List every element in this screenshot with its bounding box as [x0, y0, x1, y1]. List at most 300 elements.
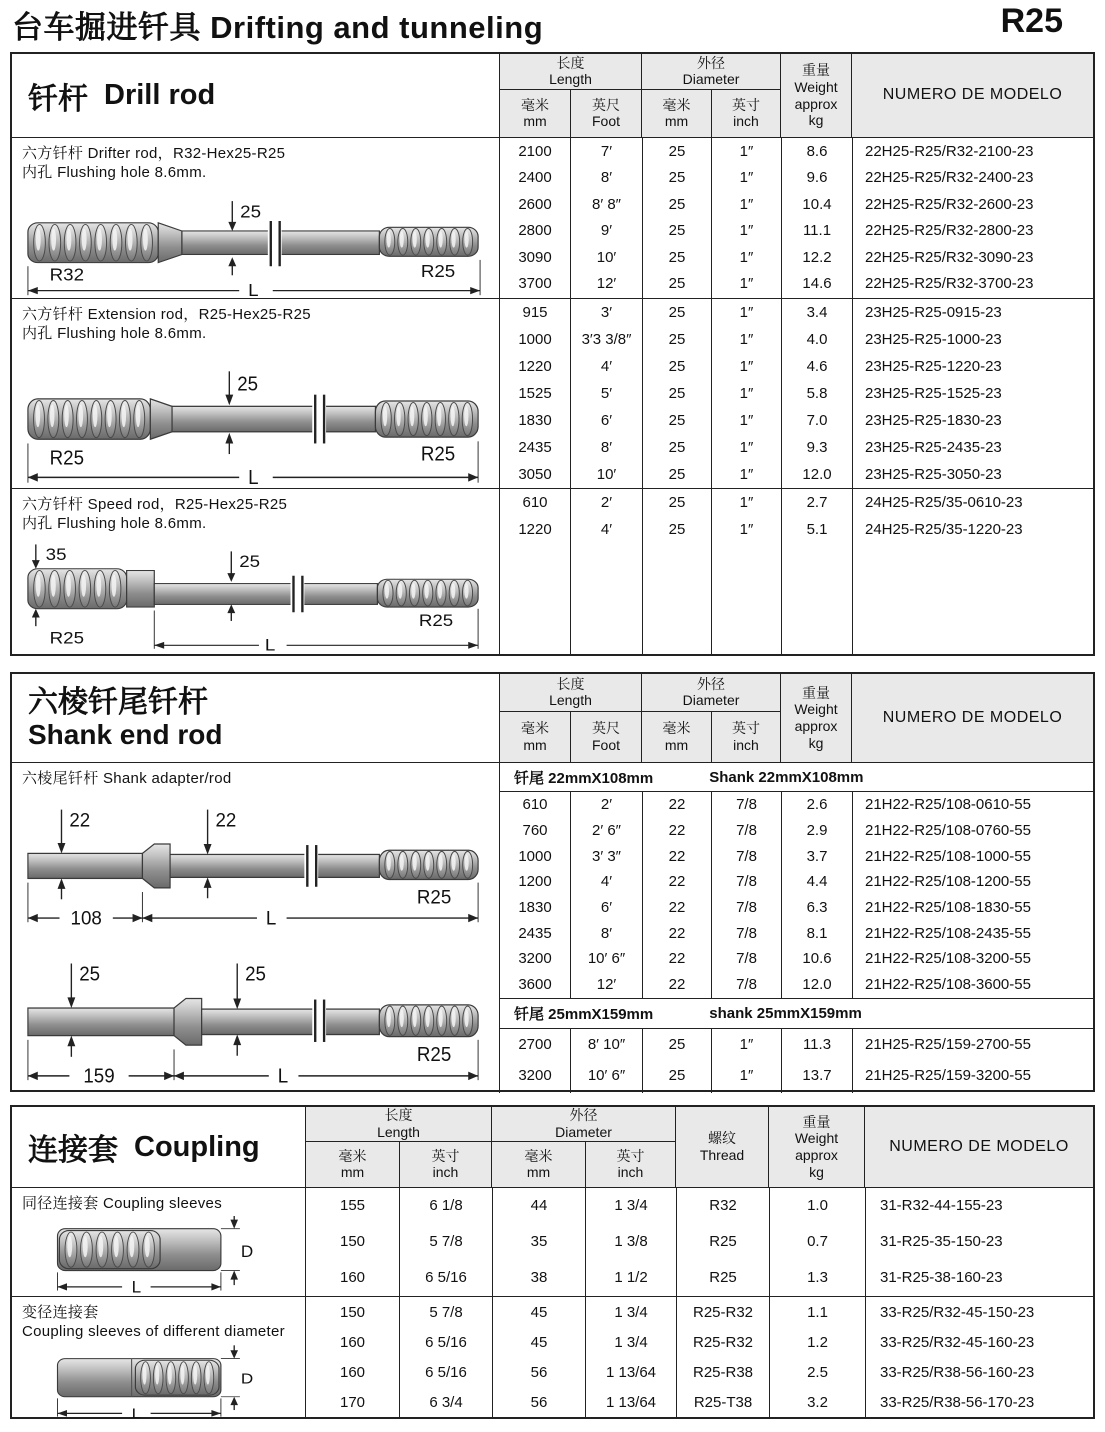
table-cell: 1 3/8 [585, 1224, 676, 1260]
table-cell: 31-R25-38-160-23 [865, 1260, 1093, 1296]
desc-line1: 六方钎杆 Extension rod，R25-Hex25-R25 [22, 306, 311, 323]
coupling-diff-section [12, 1296, 1093, 1418]
extension-rod-drawing [22, 348, 486, 488]
shank-table-body [12, 763, 1093, 1093]
table-cell: 11.3 [781, 1029, 852, 1061]
page-title-zh: 台车掘进钎具 [12, 10, 201, 45]
table-row [500, 818, 1093, 844]
dia-zh: 外径 [697, 54, 725, 71]
table-cell: 25 [642, 165, 711, 192]
unit-mm [500, 90, 570, 137]
table-cell: 1.1 [769, 1297, 865, 1327]
table-cell-empty [769, 1295, 865, 1296]
thread-left-label: R32 [49, 264, 85, 285]
table-cell: 10′ 6″ [570, 946, 642, 972]
unit-inch [711, 712, 780, 762]
model-label: NUMERO DE MODELO [889, 1137, 1069, 1155]
table-cell: 25 [642, 1060, 711, 1092]
shank-25-rows [500, 1029, 1093, 1094]
foot-en: Foot [591, 113, 620, 130]
coupling-diff-rows [305, 1297, 1093, 1418]
coupling-sleeves-rows [305, 1188, 1093, 1296]
table-cell: 22 [642, 920, 711, 946]
table-cell: 44 [492, 1188, 585, 1224]
table-cell: 915 [522, 304, 548, 321]
inch-zh: 英寸 [431, 1147, 460, 1164]
length-group-label [306, 1107, 491, 1142]
drill-rod-title-zh: 钎杆 [28, 82, 88, 116]
table-cell: 21H22-R25/108-1830-55 [852, 895, 1093, 921]
table-cell: 6 5/16 [399, 1260, 492, 1296]
table-row [306, 1388, 1093, 1418]
weight-l2: approx [794, 718, 838, 734]
weight-l3: kg [808, 734, 824, 751]
table-cell-empty [500, 297, 570, 298]
thread-zh: 螺纹 [708, 1130, 736, 1147]
shank-title-en: Shank end rod [28, 719, 223, 751]
drill-rod-table [10, 52, 1095, 656]
inch-zh: 英寸 [732, 720, 760, 737]
page-header [12, 2, 1091, 47]
diameter-group-label [642, 674, 780, 712]
drill-rod-title-en: Drill rod [104, 79, 216, 111]
col-weight [768, 1107, 864, 1187]
mm-en: mm [523, 736, 547, 753]
table-cell: 21H25-R25/159-3200-55 [852, 1060, 1093, 1092]
col-model [864, 1107, 1093, 1187]
table-cell: 25 [642, 380, 711, 407]
table-cell: 1″ [711, 461, 781, 488]
table-row [500, 353, 1093, 380]
thread-right-label: R25 [420, 261, 456, 281]
table-cell: 22 [642, 972, 711, 998]
page-title-en: Drifting and tunneling [210, 10, 544, 45]
table-row [306, 1224, 1093, 1260]
weight-zh: 重量 [802, 684, 830, 701]
table-cell: R25-R32 [676, 1327, 769, 1357]
col-weight [780, 674, 851, 762]
table-cell: 760 [522, 822, 548, 840]
table-cell: 25 [642, 244, 711, 271]
table-cell: 6′ [570, 407, 642, 434]
table-cell: 7/8 [711, 818, 781, 844]
table-cell: 22H25-R25/R32-3090-23 [852, 244, 1093, 271]
table-cell: 7.0 [781, 407, 852, 434]
table-cell: 9.3 [781, 434, 852, 461]
table-cell: 1830 [518, 899, 552, 917]
dim-108-label: 108 [70, 907, 102, 930]
table-cell-empty [676, 1295, 769, 1296]
drifter-rod-section [12, 138, 1093, 298]
table-cell: 21H22-R25/108-3200-55 [852, 946, 1093, 972]
table-row [500, 461, 1093, 488]
shank-title-zh: 六棱钎尾钎杆 [28, 685, 208, 719]
unit-mm [500, 712, 570, 762]
table-cell: 2700 [518, 1035, 552, 1053]
dia-en: Diameter [682, 71, 740, 88]
mm-zh: 毫米 [521, 96, 549, 113]
table-cell: 1″ [711, 326, 781, 353]
coupling-diff-desc [12, 1297, 305, 1418]
table-cell: 4.0 [781, 326, 852, 353]
desc-line2: 内孔 Flushing hole 8.6mm. [22, 163, 207, 181]
table-cell: 25 [642, 516, 711, 543]
table-cell: 25 [642, 461, 711, 488]
table-cell: 4′ [570, 869, 642, 895]
series-label: R25 [1000, 2, 1063, 40]
table-cell: 23H25-R25-2435-23 [852, 434, 1093, 461]
table-row [500, 326, 1093, 353]
table-cell: 2′ [570, 792, 642, 818]
table-cell: 1″ [711, 191, 781, 218]
table-cell: 33-R25/R38-56-160-23 [865, 1358, 1093, 1388]
mm-en: mm [526, 1164, 551, 1181]
col-group-length [499, 674, 641, 762]
table-row [306, 1297, 1093, 1327]
table-cell: 6 3/4 [399, 1388, 492, 1418]
speed-rod-desc [12, 489, 499, 656]
table-cell: 1000 [518, 331, 552, 348]
table-cell: 12.0 [781, 461, 852, 488]
table-row [500, 191, 1093, 218]
table-cell: 3′ 3″ [570, 843, 642, 869]
table-cell: 23H25-R25-1220-23 [852, 353, 1093, 380]
table-cell: 21H25-R25/159-2700-55 [852, 1029, 1093, 1061]
model-label: NUMERO DE MODELO [882, 86, 1063, 104]
extension-rod-rows [499, 299, 1093, 488]
table-cell: 2435 [518, 439, 552, 456]
table-cell: 22 [642, 818, 711, 844]
shank-25x159-drawing [22, 955, 486, 1093]
table-cell: 21H22-R25/108-0610-55 [852, 792, 1093, 818]
table-cell: 1″ [711, 1060, 781, 1092]
length-zh: 长度 [556, 54, 585, 71]
length-L-label: L [264, 635, 276, 654]
table-cell: 31-R32-44-155-23 [865, 1188, 1093, 1224]
table-cell-empty [865, 1295, 1093, 1296]
table-cell: R25 [676, 1260, 769, 1296]
coupling-sleeves-section [12, 1188, 1093, 1296]
table-cell: 3700 [518, 275, 552, 293]
table-cell: 23H25-R25-3050-23 [852, 461, 1093, 488]
table-cell: 22H25-R25/R32-2800-23 [852, 218, 1093, 245]
table-cell: 3′ [570, 299, 642, 326]
table-cell: 12.0 [781, 972, 852, 998]
length-L-label: L [277, 1064, 289, 1088]
thread-left-label: R25 [49, 446, 85, 470]
inch-zh: 英寸 [616, 1147, 645, 1164]
table-cell: 1200 [518, 873, 552, 891]
table-cell: 7′ [570, 138, 642, 165]
table-cell: 6 5/16 [399, 1327, 492, 1357]
table-cell: 5 7/8 [399, 1297, 492, 1327]
table-cell-empty [781, 297, 852, 298]
extension-rod-section [12, 298, 1093, 488]
table-row [500, 407, 1093, 434]
table-cell: 1″ [711, 244, 781, 271]
mm-en: mm [340, 1164, 365, 1181]
length-en: Length [549, 692, 592, 709]
table-cell: 38 [492, 1260, 585, 1296]
table-cell: 45 [492, 1297, 585, 1327]
weight-l3: kg [808, 112, 824, 129]
table-cell: 3600 [518, 976, 552, 994]
table-cell: 1″ [711, 1029, 781, 1061]
length-en: Length [549, 71, 592, 88]
table-cell: 9.6 [781, 165, 852, 192]
table-cell: 24H25-R25/35-1220-23 [852, 516, 1093, 543]
coupling-title-zh: 连接套 [28, 1134, 118, 1167]
table-row [306, 1358, 1093, 1388]
table-cell: 6 5/16 [399, 1358, 492, 1388]
thread-right-label: R25 [420, 442, 456, 466]
weight-zh: 重量 [802, 1113, 831, 1130]
table-cell: 2800 [518, 222, 552, 240]
table-cell-empty [642, 1092, 711, 1094]
table-cell: 3090 [518, 248, 552, 266]
table-cell: 5.1 [781, 516, 852, 543]
table-row [500, 380, 1093, 407]
band-zh: 钎尾 25mmX159mm [514, 1005, 654, 1023]
table-cell: 7/8 [711, 920, 781, 946]
weight-l1: Weight [794, 701, 838, 718]
table-row [306, 1260, 1093, 1296]
table-cell-empty [852, 297, 1093, 298]
table-cell: 25 [642, 271, 711, 298]
speed-rod-drawing [22, 534, 486, 654]
table-cell: 7/8 [711, 946, 781, 972]
table-cell: R25-T38 [676, 1388, 769, 1418]
dim-22a-label: 22 [69, 809, 91, 832]
length-L-label: L [265, 907, 277, 930]
table-cell: 610 [522, 494, 548, 511]
dia-en: Diameter [555, 1123, 612, 1140]
table-cell-empty [570, 297, 642, 298]
table-cell-empty [492, 1295, 585, 1296]
table-cell: 22H25-R25/R32-3700-23 [852, 271, 1093, 298]
col-thread [675, 1107, 768, 1187]
thread-en: Thread [699, 1147, 745, 1163]
length-en: Length [377, 1123, 420, 1140]
table-row [500, 946, 1093, 972]
table-cell: 6′ [570, 895, 642, 921]
diameter-group-label [642, 54, 780, 90]
coupling-sleeves-desc [12, 1188, 305, 1296]
unit-mm [642, 90, 711, 137]
table-cell: 24H25-R25/35-0610-23 [852, 489, 1093, 516]
extension-rod-desc [12, 299, 499, 488]
table-cell: 1.2 [769, 1327, 865, 1357]
table-cell-empty [642, 543, 711, 656]
drifter-rod-rows [499, 138, 1093, 298]
table-cell: 1220 [518, 521, 552, 538]
table-cell-empty [500, 1092, 570, 1094]
table-cell: 22 [642, 843, 711, 869]
shank-table-header [12, 674, 1093, 763]
table-cell: 25 [642, 326, 711, 353]
table-cell: 25 [642, 407, 711, 434]
table-cell: 25 [642, 353, 711, 380]
foot-en: Foot [591, 736, 620, 753]
unit-mm [492, 1142, 585, 1187]
coupling-title [12, 1107, 305, 1187]
table-cell: 22H25-R25/R32-2600-23 [852, 191, 1093, 218]
table-cell: 4′ [570, 516, 642, 543]
table-filler-row [500, 297, 1093, 298]
table-cell: 1 13/64 [585, 1388, 676, 1418]
table-cell: 2.7 [781, 489, 852, 516]
mm-zh: 毫米 [662, 720, 691, 737]
thread-right-label: R25 [416, 886, 452, 909]
table-cell-empty [570, 1092, 642, 1094]
dia-en: Diameter [682, 692, 740, 709]
table-cell-empty [399, 1295, 492, 1296]
table-cell: 610 [522, 796, 548, 814]
table-cell: 8.6 [781, 138, 852, 165]
table-cell: 8′ [570, 165, 642, 192]
table-row [500, 434, 1093, 461]
speed-rod-section [12, 488, 1093, 656]
table-cell: 5′ [570, 380, 642, 407]
model-label: NUMERO DE MODELO [882, 708, 1063, 726]
table-cell-empty [500, 543, 570, 656]
table-cell: 1″ [711, 138, 781, 165]
table-cell: 22 [642, 895, 711, 921]
dia-zh: 外径 [697, 675, 725, 692]
drifter-rod-desc [12, 138, 499, 298]
table-row [500, 218, 1093, 245]
table-cell: 0.7 [769, 1224, 865, 1260]
inch-zh: 英寸 [732, 96, 760, 113]
weight-l2: approx [794, 95, 838, 112]
desc-line1: 同径连接套 Coupling sleeves [22, 1195, 223, 1212]
table-row [500, 792, 1093, 818]
inch-en: inch [733, 113, 759, 130]
table-cell: 3200 [518, 950, 552, 968]
table-cell: 21H22-R25/108-2435-55 [852, 920, 1093, 946]
table-cell: 2.9 [781, 818, 852, 844]
table-cell-empty [642, 297, 711, 298]
dim-25-label: 25 [240, 201, 262, 221]
table-cell: 6 1/8 [399, 1188, 492, 1224]
shank-band-22x108 [500, 763, 1093, 792]
table-cell: 21H22-R25/108-1000-55 [852, 843, 1093, 869]
table-cell-empty [852, 543, 1093, 656]
table-cell: 3′3 3/8″ [570, 326, 642, 353]
table-cell: 23H25-R25-1525-23 [852, 380, 1093, 407]
desc-line2: 内孔 Flushing hole 8.6mm. [22, 514, 207, 532]
shank-desc-cell [12, 763, 499, 1093]
shank-desc-line: 六棱尾钎杆 Shank adapter/rod [22, 770, 232, 787]
shank-title [12, 674, 499, 762]
table-filler-row [500, 1092, 1093, 1094]
table-cell: 7/8 [711, 972, 781, 998]
table-cell: 8.1 [781, 920, 852, 946]
table-cell: 4.4 [781, 869, 852, 895]
table-cell: 10′ [570, 461, 642, 488]
table-cell-empty [781, 543, 852, 656]
table-cell: 5.8 [781, 380, 852, 407]
table-cell: 8′ 10″ [570, 1029, 642, 1061]
table-cell: 1″ [711, 407, 781, 434]
table-cell: 25 [642, 218, 711, 245]
table-filler-row [500, 543, 1093, 656]
table-row [500, 972, 1093, 998]
table-cell: 3200 [518, 1067, 552, 1085]
table-cell: 2′ [570, 489, 642, 516]
table-row [500, 920, 1093, 946]
table-cell: 8′ [570, 434, 642, 461]
table-cell: R25-R38 [676, 1358, 769, 1388]
table-cell-empty [852, 1092, 1093, 1094]
table-row [500, 299, 1093, 326]
table-cell-empty [711, 1092, 781, 1094]
table-cell: 1″ [711, 489, 781, 516]
table-cell: 3050 [518, 466, 552, 483]
table-cell: 150 [339, 1233, 366, 1251]
table-filler-row [306, 1295, 1093, 1296]
table-cell: 2435 [518, 924, 552, 942]
table-cell: 33-R25/R32-45-150-23 [865, 1297, 1093, 1327]
table-cell: 13.7 [781, 1060, 852, 1092]
table-cell: 3.4 [781, 299, 852, 326]
table-cell: 22H25-R25/R32-2100-23 [852, 138, 1093, 165]
unit-inch [399, 1142, 491, 1187]
table-cell: 10′ [570, 244, 642, 271]
dim-D-label: D [240, 1369, 254, 1387]
table-cell: 56 [492, 1388, 585, 1418]
table-cell: 11.1 [781, 218, 852, 245]
weight-l1: Weight [794, 1130, 839, 1147]
inch-en: inch [733, 736, 759, 753]
table-cell: 1000 [518, 847, 552, 865]
table-row [500, 1029, 1093, 1061]
table-cell: 3.2 [769, 1388, 865, 1418]
thread-right-label: R25 [416, 1043, 452, 1066]
table-cell: 150 [339, 1303, 366, 1321]
table-cell: 5 7/8 [399, 1224, 492, 1260]
length-L-label: L [248, 280, 259, 297]
dim-D-label: D [240, 1241, 254, 1261]
table-cell: 160 [339, 1333, 366, 1351]
dim-22b-label: 22 [215, 809, 237, 832]
table-cell: 1″ [711, 218, 781, 245]
band-en: Shank 22mmX108mm [709, 768, 864, 786]
shank-band-25x159 [500, 998, 1093, 1029]
col-group-length [499, 54, 641, 137]
table-cell: 160 [339, 1364, 366, 1382]
col-group-diameter [641, 54, 780, 137]
table-cell: 25 [642, 191, 711, 218]
table-cell: 1″ [711, 165, 781, 192]
dia-zh: 外径 [569, 1107, 598, 1123]
table-cell: 10.4 [781, 191, 852, 218]
foot-zh: 英尺 [592, 720, 620, 737]
table-cell: 1830 [518, 412, 552, 429]
table-cell: 9′ [570, 218, 642, 245]
desc-line1: 变径连接套 [22, 1304, 99, 1321]
desc-line2: 内孔 Flushing hole 8.6mm. [22, 324, 207, 342]
table-cell: 1.3 [769, 1260, 865, 1296]
table-cell: 12′ [570, 271, 642, 298]
unit-inch [711, 90, 780, 137]
table-cell-empty [306, 1295, 399, 1296]
table-cell: 6.3 [781, 895, 852, 921]
dim-35-label: 35 [45, 544, 67, 564]
table-cell: 33-R25/R32-45-160-23 [865, 1327, 1093, 1357]
shank-22-rows [500, 792, 1093, 998]
col-model [851, 54, 1093, 137]
